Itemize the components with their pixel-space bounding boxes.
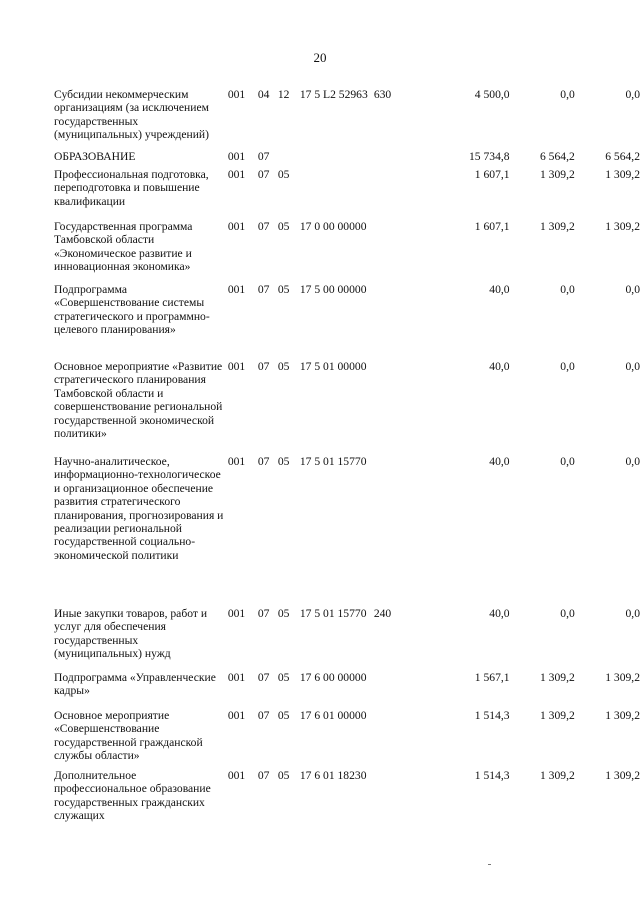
row-codes bbox=[224, 283, 402, 360]
code-ved: 001 bbox=[227, 360, 246, 373]
code-csr: 17 6 00 00000 bbox=[299, 671, 367, 684]
table-row bbox=[54, 671, 640, 709]
table-row bbox=[54, 607, 640, 671]
row-name: Подпрограмма «Управленческие кадры» bbox=[54, 671, 216, 698]
code-csr: 17 6 01 00000 bbox=[299, 709, 367, 722]
value-year-2: 1 309,2 bbox=[539, 168, 575, 181]
row-codes bbox=[224, 88, 402, 150]
row-name: Подпрограмма «Совершенствование системы стратегического и программно-целевого планирования» bbox=[54, 283, 210, 337]
code-vr: 240 bbox=[373, 607, 392, 620]
code-csr: 17 5 01 00000 bbox=[299, 360, 367, 373]
value-year-3: 0,0 bbox=[625, 360, 640, 373]
value-year-1: 1 514,3 bbox=[474, 709, 510, 722]
code-pr: 05 bbox=[277, 360, 290, 373]
value-year-2: 0,0 bbox=[560, 607, 575, 620]
code-pr: 05 bbox=[277, 671, 290, 684]
code-pr: 05 bbox=[277, 607, 290, 620]
value-year-2: 1 309,2 bbox=[539, 709, 575, 722]
value-year-3: 1 309,2 bbox=[605, 168, 640, 181]
code-pr: 05 bbox=[277, 168, 290, 181]
scan-speck bbox=[488, 864, 491, 865]
value-year-1: 40,0 bbox=[489, 607, 510, 620]
value-year-1: 40,0 bbox=[489, 360, 510, 373]
code-ved: 001 bbox=[227, 168, 246, 181]
value-year-3: 0,0 bbox=[625, 283, 640, 296]
budget-table bbox=[54, 88, 640, 829]
code-csr: 17 0 00 00000 bbox=[299, 220, 367, 233]
row-name: Субсидии некоммерческим организациям (за исключением государственных (муниципальных) учреждений) bbox=[54, 88, 209, 142]
code-pr: 05 bbox=[277, 709, 290, 722]
row-codes bbox=[224, 360, 402, 455]
value-year-2: 1 309,2 bbox=[539, 671, 575, 684]
value-year-3: 0,0 bbox=[625, 88, 640, 101]
value-year-3: 1 309,2 bbox=[605, 671, 640, 684]
code-rz: 07 bbox=[257, 455, 270, 468]
row-name: Научно-аналитическое, информационно-технологическое и организационное обеспечение развития стратегического планирования, прогнозирования и реализации региональной государственной социально-экономической политики bbox=[54, 455, 224, 562]
row-name: Дополнительное профессиональное образование государственных гражданских служащих bbox=[54, 769, 211, 823]
value-year-2: 0,0 bbox=[560, 360, 575, 373]
code-rz: 07 bbox=[257, 220, 270, 233]
row-codes bbox=[224, 607, 402, 671]
code-pr: 05 bbox=[277, 769, 290, 782]
code-rz: 07 bbox=[257, 709, 270, 722]
table-row bbox=[54, 769, 640, 829]
row-name: Государственная программа Тамбовской области «Экономическое развитие и инновационная экономика» bbox=[54, 220, 193, 274]
value-year-1: 1 514,3 bbox=[474, 769, 510, 782]
value-year-2: 1 309,2 bbox=[539, 769, 575, 782]
row-name: Иные закупки товаров, работ и услуг для обеспечения государственных (муниципальных) нужд bbox=[54, 607, 208, 661]
code-ved: 001 bbox=[227, 220, 246, 233]
code-ved: 001 bbox=[227, 150, 246, 163]
code-vr: 630 bbox=[373, 88, 392, 101]
value-year-1: 1 567,1 bbox=[474, 671, 510, 684]
row-codes bbox=[224, 709, 402, 769]
value-year-3: 0,0 bbox=[625, 455, 640, 468]
table-row bbox=[54, 220, 640, 283]
code-ved: 001 bbox=[227, 671, 246, 684]
code-ved: 001 bbox=[227, 455, 246, 468]
row-name: Профессиональная подготовка, переподготовка и повышение квалификации bbox=[54, 168, 209, 208]
code-pr: 05 bbox=[277, 283, 290, 296]
value-year-1: 40,0 bbox=[489, 455, 510, 468]
code-ved: 001 bbox=[227, 709, 246, 722]
code-rz: 07 bbox=[257, 283, 270, 296]
value-year-1: 1 607,1 bbox=[474, 220, 510, 233]
row-codes bbox=[224, 220, 402, 283]
code-pr: 05 bbox=[277, 220, 290, 233]
row-codes bbox=[224, 455, 402, 607]
row-codes bbox=[224, 168, 402, 220]
code-csr: 17 5 L2 52963 bbox=[299, 88, 368, 101]
code-rz: 07 bbox=[257, 150, 270, 163]
value-year-3: 1 309,2 bbox=[605, 709, 640, 722]
table-row bbox=[54, 168, 640, 220]
code-pr: 12 bbox=[277, 88, 290, 101]
code-ved: 001 bbox=[227, 88, 246, 101]
table-row bbox=[54, 88, 640, 150]
budget-table-body bbox=[54, 88, 640, 829]
value-year-3: 0,0 bbox=[625, 607, 640, 620]
code-pr: 05 bbox=[277, 455, 290, 468]
value-year-2: 0,0 bbox=[560, 455, 575, 468]
table-row bbox=[54, 150, 640, 168]
code-csr: 17 6 01 18230 bbox=[299, 769, 367, 782]
row-codes bbox=[224, 769, 402, 829]
code-csr: 17 5 00 00000 bbox=[299, 283, 367, 296]
value-year-1: 1 607,1 bbox=[474, 168, 510, 181]
code-rz: 07 bbox=[257, 168, 270, 181]
table-row bbox=[54, 455, 640, 607]
value-year-1: 40,0 bbox=[489, 283, 510, 296]
table-row bbox=[54, 709, 640, 769]
value-year-3: 1 309,2 bbox=[605, 220, 640, 233]
code-ved: 001 bbox=[227, 769, 246, 782]
row-codes bbox=[224, 671, 402, 709]
code-ved: 001 bbox=[227, 283, 246, 296]
code-rz: 07 bbox=[257, 607, 270, 620]
row-name: ОБРАЗОВАНИЕ bbox=[54, 150, 136, 163]
table-row bbox=[54, 283, 640, 360]
code-rz: 07 bbox=[257, 769, 270, 782]
code-rz: 07 bbox=[257, 360, 270, 373]
value-year-2: 0,0 bbox=[560, 283, 575, 296]
value-year-1: 15 734,8 bbox=[469, 150, 510, 163]
value-year-3: 1 309,2 bbox=[605, 769, 640, 782]
code-ved: 001 bbox=[227, 607, 246, 620]
code-csr: 17 5 01 15770 bbox=[299, 607, 367, 620]
page-number: 20 bbox=[313, 50, 327, 65]
row-codes bbox=[224, 150, 402, 168]
row-name: Основное мероприятие «Совершенствование государственной гражданской службы области» bbox=[54, 709, 203, 763]
code-rz: 04 bbox=[257, 88, 270, 101]
value-year-2: 0,0 bbox=[560, 88, 575, 101]
code-rz: 07 bbox=[257, 671, 270, 684]
table-row bbox=[54, 360, 640, 455]
code-csr: 17 5 01 15770 bbox=[299, 455, 367, 468]
value-year-2: 6 564,2 bbox=[539, 150, 575, 163]
value-year-2: 1 309,2 bbox=[539, 220, 575, 233]
value-year-3: 6 564,2 bbox=[605, 150, 640, 163]
value-year-1: 4 500,0 bbox=[474, 88, 510, 101]
row-name: Основное мероприятие «Развитие стратегического планирования Тамбовской области и совершенствование региональной государственной экономической политики» bbox=[54, 360, 223, 441]
